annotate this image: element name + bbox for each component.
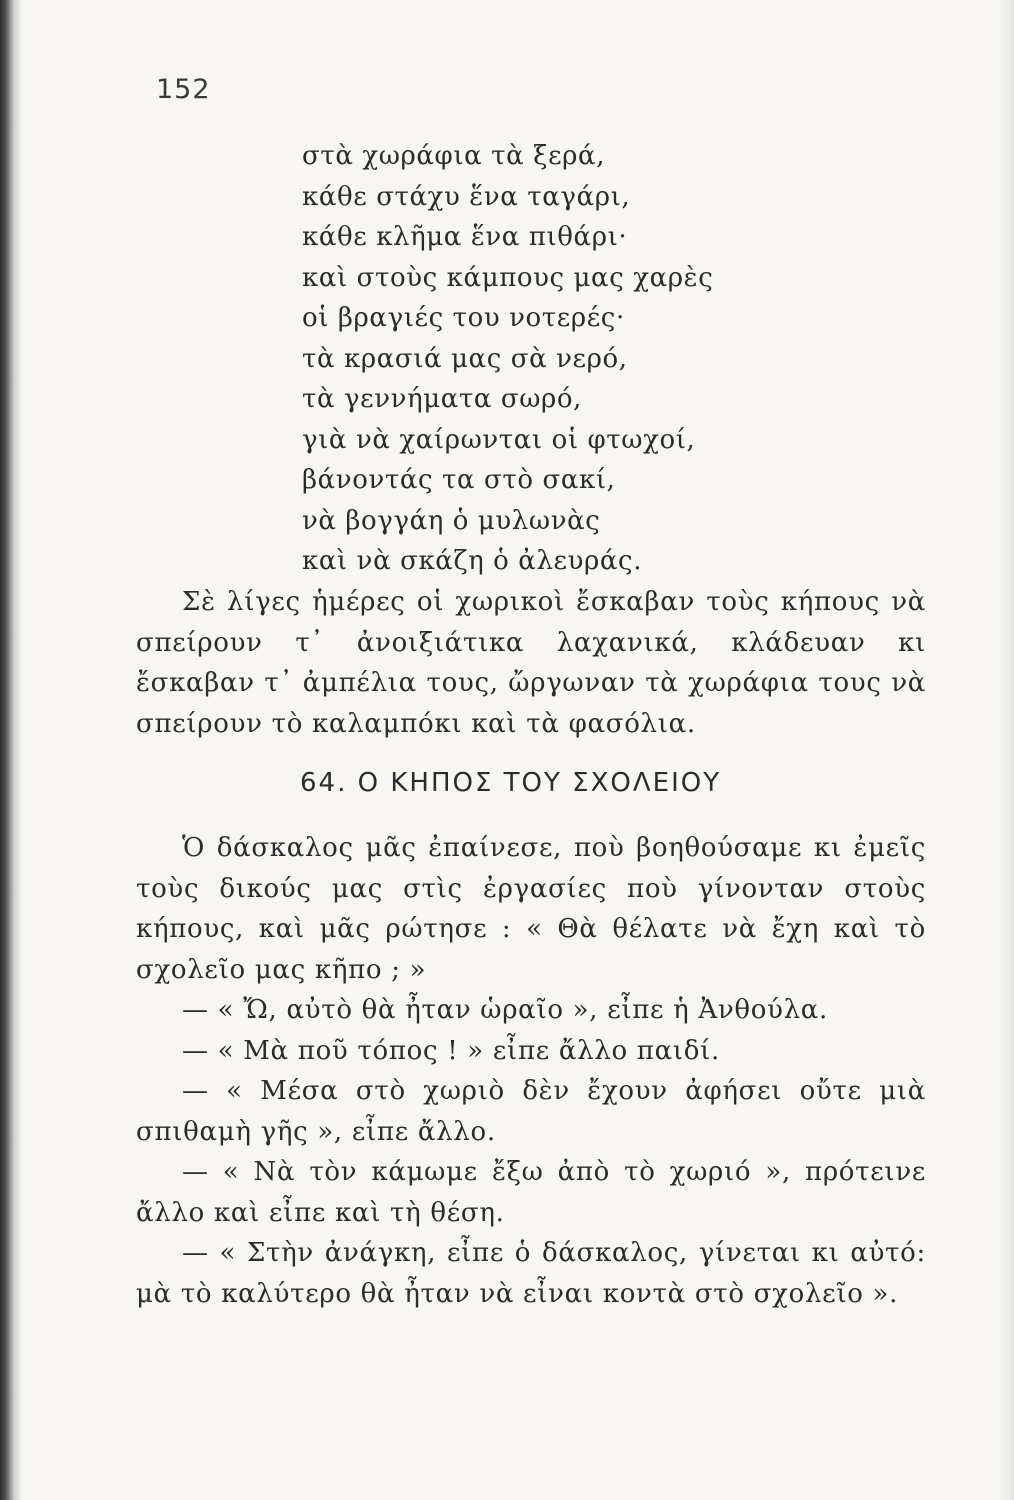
dialogue-line: — « Ὤ, αὐτὸ θὰ ἦταν ὡραῖο », εἶπε ἡ Ἀνθούλα. xyxy=(182,995,829,1025)
section-title: 64. Ο ΚΗΠΟΣ ΤΟΥ ΣΧΟΛΕΙΟΥ xyxy=(300,768,722,798)
poem-line: καὶ νὰ σκάζη ὁ ἀλευράς. xyxy=(302,546,643,576)
dialogue-line: — « Μὰ ποῦ τόπος ! » εἶπε ἄλλο παιδί. xyxy=(182,1035,720,1066)
poem-line: στὰ χωράφια τὰ ξερά, xyxy=(302,141,606,171)
dialogue-line: — « Νὰ τὸν κάμωμε ἔξω ἀπὸ τὸ χωριό », πρότεινε ἄλλο καὶ εἶπε καὶ τὴ θέση. xyxy=(136,1157,926,1228)
poem-line: κάθε κλῆμα ἕνα πιθάρι· xyxy=(302,222,628,252)
narrative-block xyxy=(136,582,926,744)
poem-line: τὰ κρασιά μας σὰ νερό, xyxy=(302,343,628,374)
paragraph: Ὁ δάσκαλος μᾶς ἐπαίνεσε, ποὺ βοηθούσαμε κι ἐμεῖς τοὺς δικούς μας στὶς ἐργασίες ποὺ γίνονταν στοὺς κήπους, καὶ μᾶς ρώτησε : « Θὰ θέλατε νὰ ἔχη καὶ τὸ σχολεῖο μας κῆπο ; » xyxy=(136,833,926,985)
poem-line: τὰ γεννήματα σωρό, xyxy=(302,384,583,414)
paragraph: Σὲ λίγες ἡμέρες οἱ χωρικοὶ ἔσκαβαν τοὺς κήπους νὰ σπείρουν τ᾿ ἀνοιξιάτικα λαχανικά, κλάδευαν κι ἔσκαβαν τ᾿ ἀμπέλια τους, ὤργωναν τὰ χωράφια τους νὰ σπείρουν τὸ καλαμπόκι καὶ τὰ φασόλια. xyxy=(136,587,926,739)
dialogue-line: — « Μέσα στὸ χωριὸ δὲν ἔχουν ἀφήσει οὔτε μιὰ σπιθαμὴ γῆς », εἶπε ἄλλο. xyxy=(136,1076,926,1147)
page-number: 152 xyxy=(156,74,211,105)
page-binding-shadow xyxy=(0,0,22,1500)
poem-line: καὶ στοὺς κάμπους μας χαρὲς xyxy=(302,262,714,293)
poem-line: οἱ βραγιές του νοτερές· xyxy=(302,303,625,333)
poem-line: βάνοντάς τα στὸ σακί, xyxy=(302,465,616,495)
page-edge xyxy=(1000,0,1014,1500)
poem xyxy=(302,136,713,582)
poem-line: γιὰ νὰ χαίρωνται οἱ φτωχοί, xyxy=(302,424,696,455)
poem-line: κάθε στάχυ ἕνα ταγάρι, xyxy=(302,181,631,212)
dialogue-block xyxy=(136,828,926,1314)
poem-line: νὰ βογγάη ὁ μυλωνὰς xyxy=(302,505,601,536)
dialogue-line: — « Στὴν ἀνάγκη, εἶπε ὁ δάσκαλος, γίνεται κι αὐτό: μὰ τὸ καλύτερο θὰ ἦταν νὰ εἶναι κοντὰ στὸ σχολεῖο ». xyxy=(136,1238,926,1309)
